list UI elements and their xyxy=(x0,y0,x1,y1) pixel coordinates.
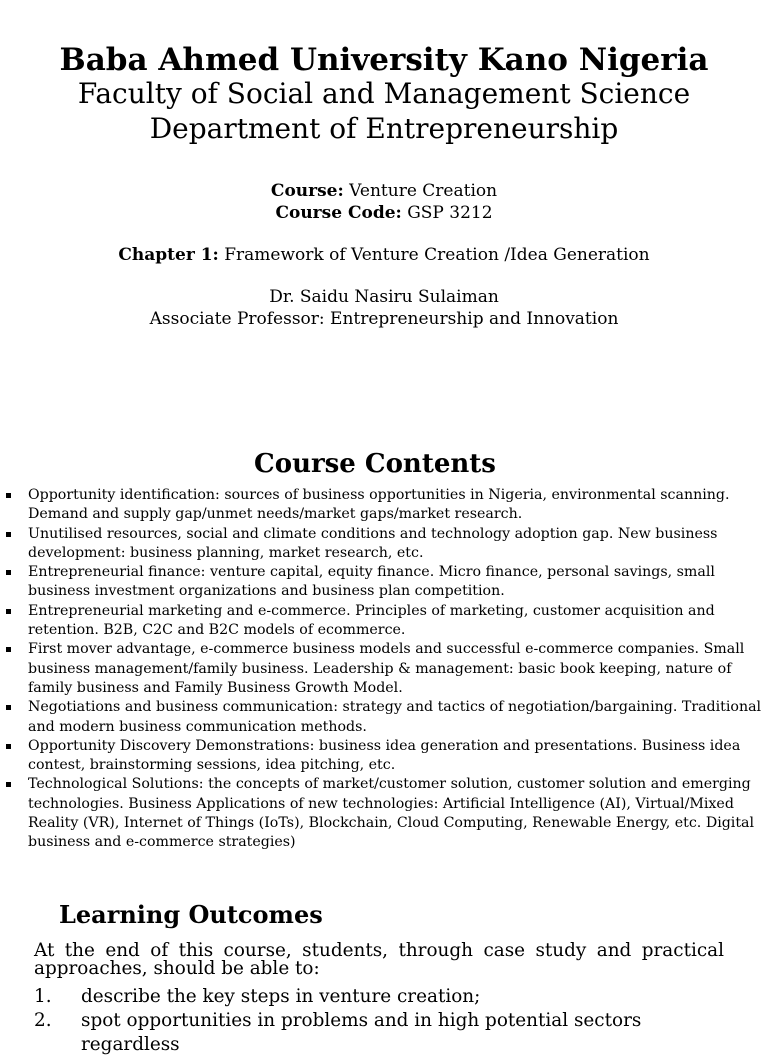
learning-outcomes-list xyxy=(34,985,734,1057)
bullet-icon xyxy=(6,782,11,787)
list-item-text: Opportunity Discovery Demonstrations: business idea generation and presentations. Business idea contest, brainstorming sessions, idea pitching, etc. xyxy=(28,737,741,774)
list-item-number: 2. xyxy=(34,1010,52,1031)
list-item-text: spot opportunities in problems and in high potential sectors regardless xyxy=(81,1010,642,1055)
department-name: Department of Entrepreneurship xyxy=(149,112,619,145)
list-item xyxy=(0,640,768,698)
list-item xyxy=(0,563,768,602)
learning-outcomes-heading: Learning Outcomes xyxy=(59,900,323,929)
course-contents-heading: Course Contents xyxy=(254,449,496,479)
list-item-text: Negotiations and business communication: strategy and tactics of negotiation/bargaining. Traditional and modern business communication methods. xyxy=(28,699,762,735)
list-item xyxy=(34,985,734,1009)
list-item xyxy=(0,602,768,641)
bullet-icon xyxy=(6,705,11,710)
list-item xyxy=(0,775,768,852)
bullet-icon xyxy=(6,532,11,537)
chapter-line xyxy=(0,244,768,266)
list-item xyxy=(34,1009,734,1057)
university-name: Baba Ahmed University Kano Nigeria xyxy=(59,42,709,78)
author-title: Associate Professor: Entrepreneurship and Innovation xyxy=(149,309,619,329)
list-item-text: Entrepreneurial finance: venture capital, equity finance. Micro finance, personal savings, small business investment organizations and business plan competition. xyxy=(28,564,715,600)
course-code-label: Course Code: xyxy=(275,203,402,223)
list-item-text: First mover advantage, e-commerce business models and successful e-commerce companies. Small business management/family business. Leadership & management: basic book keeping, nature of family business and Family Business Growth Model. xyxy=(28,641,745,696)
list-item xyxy=(0,525,768,564)
list-item-text: Opportunity identification: sources of business opportunities in Nigeria, environmental scanning. Demand and supply gap/unmet needs/market gaps/market research. xyxy=(28,487,730,523)
list-item xyxy=(0,698,768,737)
list-item xyxy=(0,737,768,776)
course-code-line xyxy=(0,202,768,224)
list-item-text: describe the key steps in venture creation; xyxy=(81,986,481,1007)
course-contents-list xyxy=(0,486,768,853)
list-item xyxy=(0,486,768,525)
chapter-value: Framework of Venture Creation /Idea Generation xyxy=(218,245,650,265)
bullet-icon xyxy=(6,609,11,614)
chapter-label: Chapter 1: xyxy=(118,245,219,265)
list-item-number: 1. xyxy=(34,986,52,1007)
list-item-text: Unutilised resources, social and climate conditions and technology adoption gap. New business development: business planning, market research, etc. xyxy=(28,525,718,561)
faculty-name: Faculty of Social and Management Science xyxy=(77,77,691,110)
course-line xyxy=(0,180,768,202)
list-item-text: Technological Solutions: the concepts of market/customer solution, customer solution and emerging technologies. Business Applications of new technologies: Artificial Intelligence (AI), Virtual/Mixed Reality (VR), Internet of Things (IoTs), Blockchain, Cloud Computing, Renewable Energy, etc. Digital business and e-commerce strategies) xyxy=(28,776,755,851)
bullet-icon xyxy=(6,647,11,652)
course-label: Course: xyxy=(270,181,344,201)
list-item-text: Entrepreneurial marketing and e-commerce. Principles of marketing, customer acquisition and retention. B2B, C2C and B2C models of ecommerce. xyxy=(28,602,715,639)
bullet-icon xyxy=(6,744,11,749)
author-name: Dr. Saidu Nasiru Sulaiman xyxy=(269,287,499,307)
course-value: Venture Creation xyxy=(343,181,498,201)
learning-outcomes-intro: At the end of this course, students, through case study and practical approaches, should be able to: xyxy=(34,940,724,979)
course-code-value: GSP 3212 xyxy=(401,203,493,223)
bullet-icon xyxy=(6,570,11,575)
bullet-icon xyxy=(6,493,11,498)
